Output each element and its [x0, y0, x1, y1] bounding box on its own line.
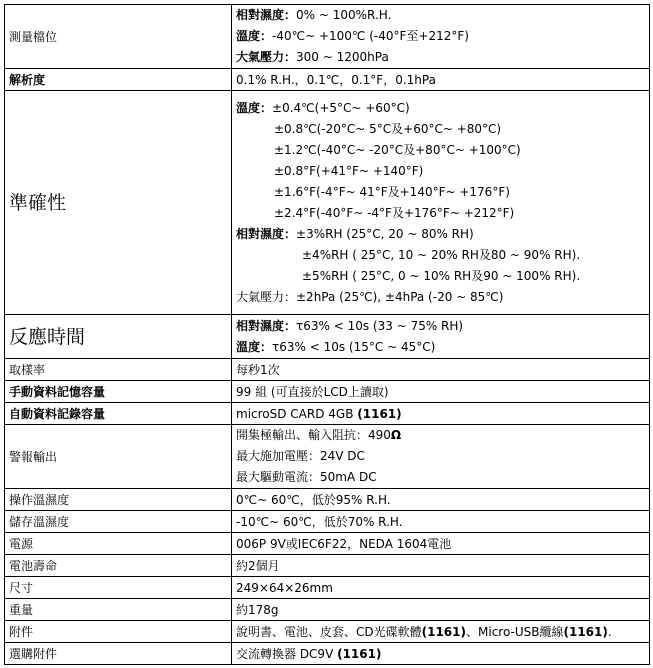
row-label-manual-memory: 手動資料記憶容量: [5, 381, 232, 403]
row-value-accessories: 說明書、電池、皮套、CD光碟軟體(1161)、Micro-USB纜線(1161).: [232, 621, 650, 643]
row-value-optional-accessories: 交流轉換器 DC9V (1161): [232, 643, 650, 665]
row-label-operating-env: 操作溫濕度: [5, 489, 232, 511]
row-label-response-time: 反應時間: [5, 315, 232, 359]
row-value-operating-env: 0℃~ 60℃，低於95% R.H.: [232, 489, 650, 511]
row-value-response-time: 相對濕度：τ63% < 10s (33 ~ 75% RH) 溫度：τ63% < 10s (15°C ~ 45°C): [232, 315, 650, 359]
row-value-sample-rate: 每秒1次: [232, 359, 650, 381]
table-row: [5, 425, 650, 489]
row-value-power: 006P 9V或IEC6F22，NEDA 1604電池: [232, 533, 650, 555]
row-value-auto-memory: microSD CARD 4GB (1161): [232, 403, 650, 425]
row-label-battery-life: 電池壽命: [5, 555, 232, 577]
table-row: [5, 69, 650, 91]
row-label-accessories: 附件: [5, 621, 232, 643]
row-value-weight: 約178g: [232, 599, 650, 621]
row-label-weight: 重量: [5, 599, 232, 621]
table-row: [5, 577, 650, 599]
row-value-manual-memory: 99 組 (可直接於LCD上讀取): [232, 381, 650, 403]
row-value-range: 相對濕度：0% ~ 100%R.H. 溫度：-40℃~ +100℃ (-40°F至+212°F) 大氣壓力：300 ~ 1200hPa: [232, 5, 650, 69]
row-label-resolution: 解析度: [5, 69, 232, 91]
table-row: [5, 599, 650, 621]
table-row: [5, 511, 650, 533]
row-label-power: 電源: [5, 533, 232, 555]
row-value-alarm-output: 開集極輸出、輸入阻抗：490Ω 最大施加電壓：24V DC 最大驅動電流：50mA DC: [232, 425, 650, 489]
table-row: [5, 403, 650, 425]
ohm-symbol: Ω: [390, 428, 402, 442]
row-value-resolution: 0.1% R.H.，0.1℃，0.1°F，0.1hPa: [232, 69, 650, 91]
row-value-battery-life: 約2個月: [232, 555, 650, 577]
row-label-alarm-output: 警報輸出: [5, 425, 232, 489]
row-label-storage-env: 儲存溫濕度: [5, 511, 232, 533]
row-label-optional-accessories: 選購附件: [5, 643, 232, 665]
row-label-dimensions: 尺寸: [5, 577, 232, 599]
row-value-dimensions: 249×64×26mm: [232, 577, 650, 599]
table-row: [5, 381, 650, 403]
spec-table: [4, 4, 650, 665]
table-row: [5, 5, 650, 69]
row-label-accuracy: 準確性: [5, 91, 232, 315]
row-label-range: 測量檔位: [5, 5, 232, 69]
row-value-storage-env: -10℃~ 60℃，低於70% R.H.: [232, 511, 650, 533]
table-row: [5, 555, 650, 577]
row-label-sample-rate: 取樣率: [5, 359, 232, 381]
table-row: [5, 643, 650, 665]
table-row: [5, 489, 650, 511]
table-row: [5, 359, 650, 381]
table-row: [5, 315, 650, 359]
row-value-accuracy: 溫度：±0.4℃(+5°C~ +60°C) ±0.8℃(-20°C~ 5°C及+60°C~ +80°C) ±1.2℃(-40°C~ -20°C及+80°C~ +100°C) ±0.8°F(+41°F~ +140°F) ±1.6°F(-4°F~ 41°F及+140°F~ +176°F) ±2.4°F(-40°F~ -4°F及+176°F~ +212°F) 相對濕度：±3%RH (25°C, 20 ~ 80% RH) ±4%RH ( 25°C, 10 ~ 20% RH及80 ~ 90% RH). ±5%RH ( 25°C, 0 ~ 10% RH及90 ~ 100% RH). 大氣壓力：±2hPa (25℃), ±4hPa (-20 ~ 85℃): [232, 91, 650, 315]
table-row: [5, 621, 650, 643]
row-label-auto-memory: 自動資料記錄容量: [5, 403, 232, 425]
table-row: [5, 91, 650, 315]
table-row: [5, 533, 650, 555]
